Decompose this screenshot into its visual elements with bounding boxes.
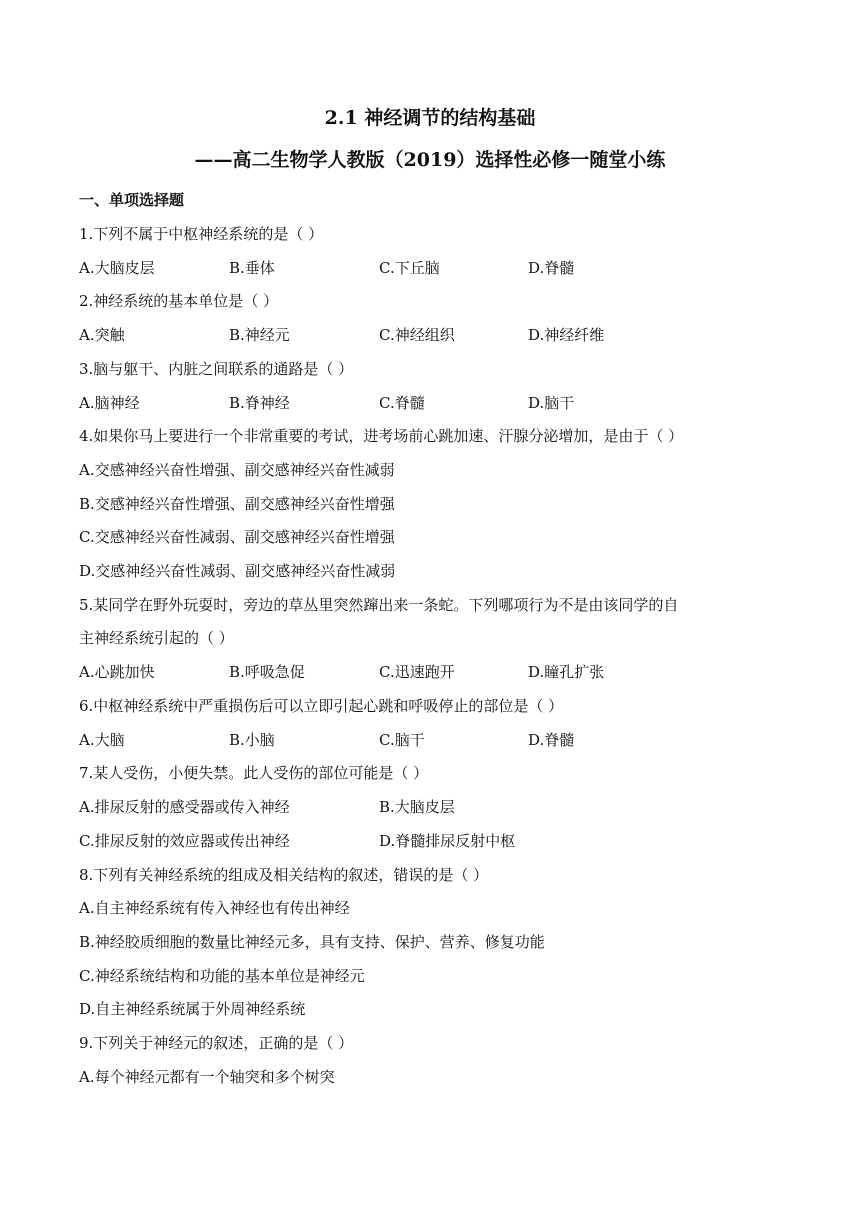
question-8-option-a: A.自主神经系统有传入神经也有传出神经 bbox=[79, 899, 350, 917]
question-2-option-d: D.神经纤维 bbox=[528, 326, 605, 344]
question-6-option-b: B.小脑 bbox=[229, 731, 275, 749]
question-5-stem-line-1: 5.某同学在野外玩耍时，旁边的草丛里突然蹿出来一条蛇。下列哪项行为不是由该同学的自 bbox=[79, 596, 679, 614]
question-4-stem: 4.如果你马上要进行一个非常重要的考试，进考场前心跳加速、汗腺分泌增加，是由于（ ） bbox=[79, 427, 684, 445]
question-7-option-d: D.脊髓排尿反射中枢 bbox=[379, 832, 516, 850]
question-6-option-c: C.脑干 bbox=[379, 731, 425, 749]
question-3-option-d: D.脑干 bbox=[528, 394, 575, 412]
question-3-option-a: A.脑神经 bbox=[79, 394, 140, 412]
question-4-option-a: A.交感神经兴奋性增强、副交感神经兴奋性减弱 bbox=[79, 461, 395, 479]
question-1-option-d: D.脊髓 bbox=[528, 259, 575, 277]
question-8-stem: 8.下列有关神经系统的组成及相关结构的叙述，错误的是（ ） bbox=[79, 866, 489, 884]
question-4-option-b: B.交感神经兴奋性增强、副交感神经兴奋性增强 bbox=[79, 495, 395, 513]
question-2-option-b: B.神经元 bbox=[229, 326, 290, 344]
question-5-option-a: A.心跳加快 bbox=[79, 663, 155, 681]
question-4-option-d: D.交感神经兴奋性减弱、副交感神经兴奋性减弱 bbox=[79, 562, 396, 580]
question-5-stem-line-2: 主神经系统引起的（ ） bbox=[79, 629, 234, 647]
question-7-option-c: C.排尿反射的效应器或传出神经 bbox=[79, 832, 290, 850]
question-8-option-d: D.自主神经系统属于外周神经系统 bbox=[79, 1000, 306, 1018]
question-8-option-b: B.神经胶质细胞的数量比神经元多，具有支持、保护、营养、修复功能 bbox=[79, 933, 545, 951]
question-7-option-b: B.大脑皮层 bbox=[379, 798, 455, 816]
question-2-option-c: C.神经组织 bbox=[379, 326, 455, 344]
question-8-option-c: C.神经系统结构和功能的基本单位是神经元 bbox=[79, 967, 365, 985]
question-3-stem: 3.脑与躯干、内脏之间联系的通路是（ ） bbox=[79, 360, 354, 378]
question-9-option-a: A.每个神经元都有一个轴突和多个树突 bbox=[79, 1068, 335, 1086]
question-6-option-d: D.脊髓 bbox=[528, 731, 575, 749]
question-6-stem: 6.中枢神经系统中严重损伤后可以立即引起心跳和呼吸停止的部位是（ ） bbox=[79, 697, 564, 715]
page-title: 2.1 神经调节的结构基础 bbox=[324, 107, 536, 129]
question-4-option-c: C.交感神经兴奋性减弱、副交感神经兴奋性增强 bbox=[79, 528, 395, 546]
question-1-option-b: B.垂体 bbox=[229, 259, 275, 277]
question-1-stem: 1.下列不属于中枢神经系统的是（ ） bbox=[79, 225, 324, 243]
question-9-stem: 9.下列关于神经元的叙述，正确的是（ ） bbox=[79, 1034, 354, 1052]
question-2-stem: 2.神经系统的基本单位是（ ） bbox=[79, 292, 279, 310]
question-5-option-d: D.瞳孔扩张 bbox=[528, 663, 605, 681]
question-5-option-b: B.呼吸急促 bbox=[229, 663, 305, 681]
question-5-option-c: C.迅速跑开 bbox=[379, 663, 455, 681]
page-subtitle: ——高二生物学人教版（2019）选择性必修一随堂小练 bbox=[194, 149, 666, 171]
question-2-option-a: A.突触 bbox=[79, 326, 125, 344]
question-1-option-a: A.大脑皮层 bbox=[79, 259, 155, 277]
question-7-option-a: A.排尿反射的感受器或传入神经 bbox=[79, 798, 290, 816]
question-3-option-c: C.脊髓 bbox=[379, 394, 425, 412]
question-6-option-a: A.大脑 bbox=[79, 731, 125, 749]
question-3-option-b: B.脊神经 bbox=[229, 394, 290, 412]
question-7-stem: 7.某人受伤，小便失禁。此人受伤的部位可能是（ ） bbox=[79, 764, 429, 782]
section-heading: 一、单项选择题 bbox=[79, 191, 185, 209]
question-1-option-c: C.下丘脑 bbox=[379, 259, 440, 277]
